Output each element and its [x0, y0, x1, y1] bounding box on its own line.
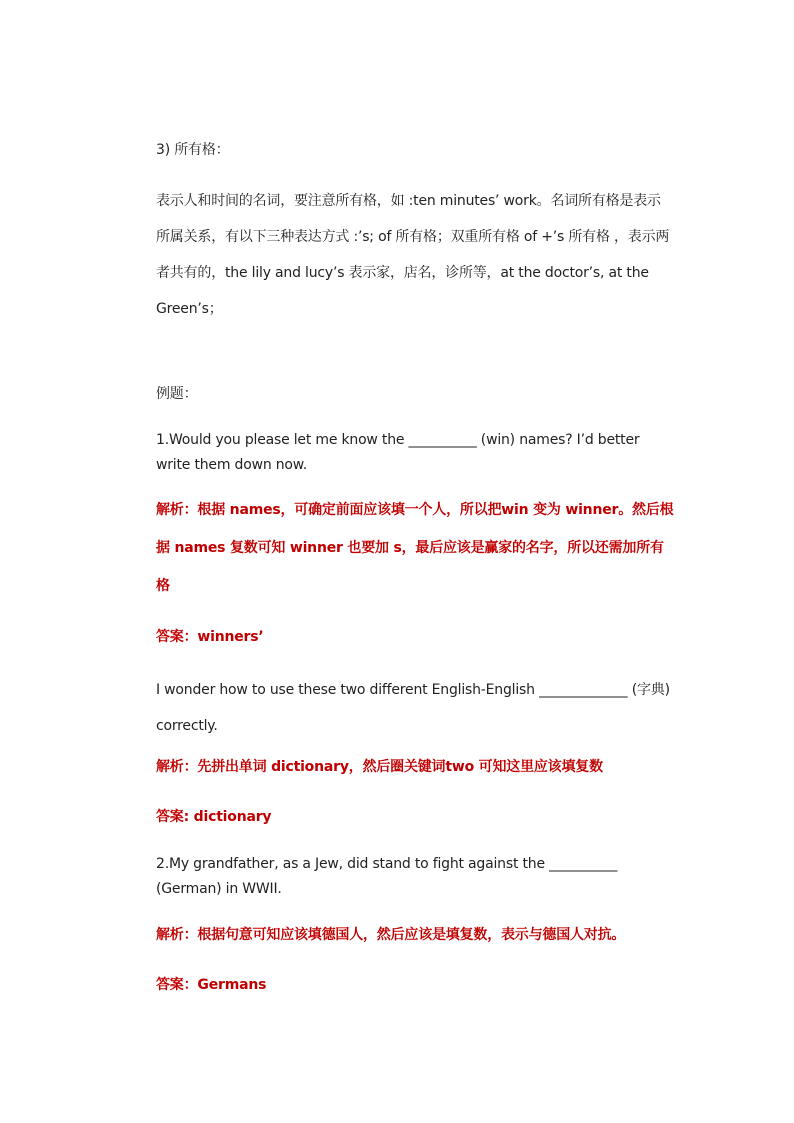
example-analysis-2: 解析：先拼出单词 dictionary，然后圈关键词two 可知这里应该填复数: [156, 759, 603, 775]
section-heading: 3) 所有格：: [156, 142, 230, 158]
example-answer-1: 答案：winners’: [156, 629, 264, 645]
example-answer-2: 答案: dictionary: [156, 809, 272, 825]
example-question-2: I wonder how to use these two different English-English _____________ (字典) correctly.: [156, 682, 670, 734]
body-paragraph: 表示人和时间的名词，要注意所有格，如 :ten minutes’ work。名词所有格是表示所属关系，有以下三种表达方式 :’s; of 所有格；双重所有格 of +’s 所有格 ，表示两者共有的，the lily and lucy’s 表示家，店名，诊所等，at the doctor’s, at the Green’s；: [156, 193, 670, 317]
example-question-1: 1.Would you please let me know the __________ (win) names? I’d better write them down now.: [156, 432, 640, 473]
examples-label: 例题：: [156, 386, 198, 402]
example-question-3: 2.My grandfather, as a Jew, did stand to fight against the __________ (German) in WWII.: [156, 856, 618, 897]
example-analysis-3: 解析：根据句意可知应该填德国人，然后应该是填复数，表示与德国人对抗。: [156, 927, 626, 943]
example-answer-3: 答案：Germans: [156, 977, 267, 993]
example-analysis-1: 解析：根据 names，可确定前面应该填一个人，所以把win 变为 winner。然后根据 names 复数可知 winner 也要加 s，最后应该是赢家的名字，所以还需加所有格: [156, 502, 674, 594]
